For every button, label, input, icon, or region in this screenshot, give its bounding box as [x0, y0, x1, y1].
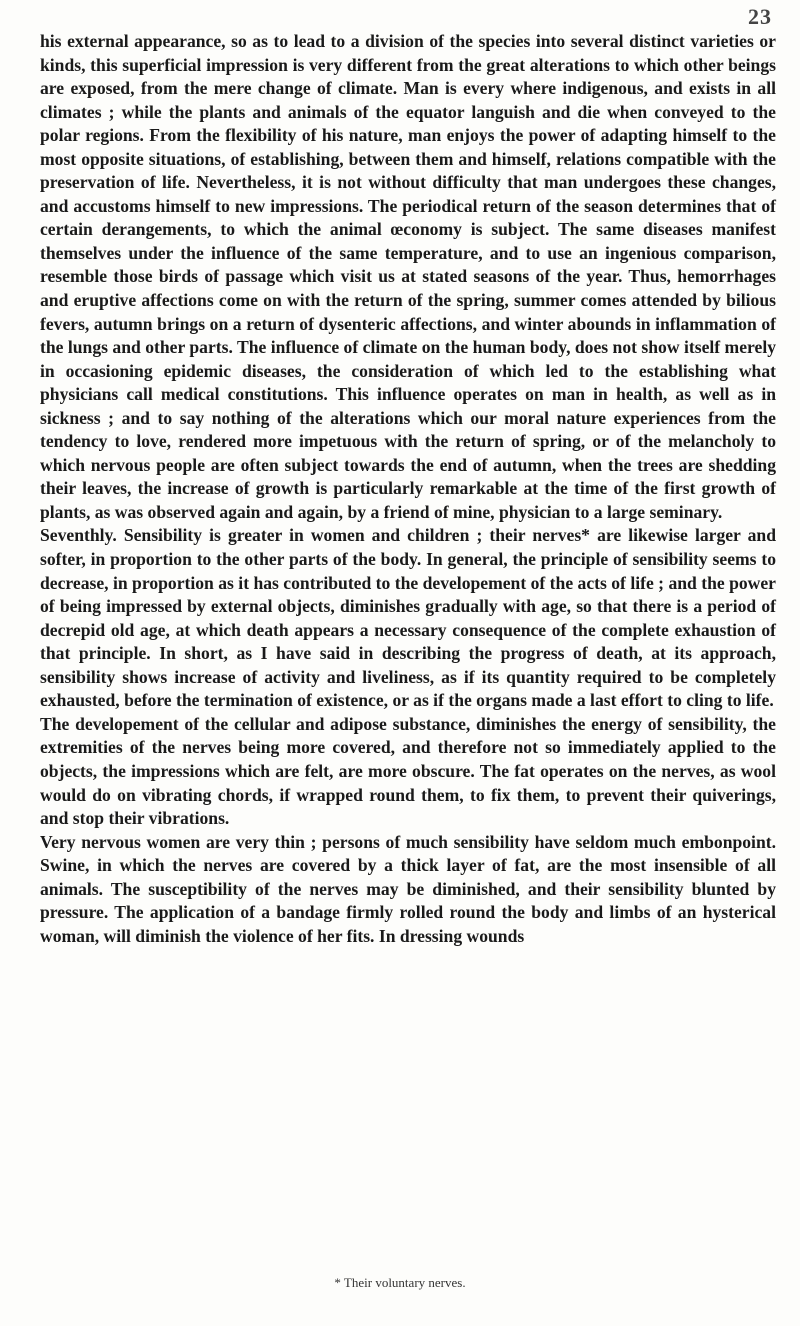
page-number: 23	[748, 4, 772, 29]
paragraph-seventhly: Seventhly. Sensibility is greater in women and children ; their nerves* are likewise larger and softer, in proportion to the other parts of the body. In general, the principle of sensibility seems to decrease, in proportion as it has contributed to the developement of the acts of life ; and the power of being impressed by external objects, diminishes gradually with age, so that there is a period of decrepid old age, at which death appears a necessary consequence of the complete exhaustion of that principle. In short, as I have said in describing the progress of death, at its approach, sensibility shows increase of activity and liveliness, as if its quantity required to be completely exhausted, before the termination of existence, or as if the organs made a last effort to cling to life.	[40, 525, 776, 711]
footnote: * Their voluntary nerves.	[334, 1275, 466, 1290]
page-body	[40, 30, 776, 948]
paragraph-nervous-women: Very nervous women are very thin ; persons of much sensibility have seldom much embonpoint. Swine, in which the nerves are covered by a thick layer of fat, are the most insensible of all animals. The susceptibility of the nerves may be diminished, and their sensibility blunted by pressure. The application of a bandage firmly rolled round the body and limbs of an hysterical woman, will diminish the violence of her fits. In dressing wounds	[40, 831, 776, 946]
paragraph-climate: his external appearance, so as to lead to a division of the species into several distinct varieties or kinds, this superficial impression is very different from the great alterations to which other beings are exposed, from the mere change of climate. Man is every where indigenous, and exists in all climates ; while the plants and animals of the equator languish and die when conveyed to the polar regions. From the flexibility of his nature, man enjoys the power of adapting himself to the most opposite situations, of establishing, between them and himself, relations compatible with the preservation of life. Nevertheless, it is not without difficulty that man undergoes these changes, and accustoms himself to new impressions. The periodical return of the season determines that of certain derangements, to which the animal œconomy is subject. The same diseases manifest themselves under the influence of the same temperature, and to use an ingenious comparison, resemble those birds of passage which visit us at stated seasons of the year. Thus, hemorrhages and eruptive affections come on with the return of the spring, summer comes attended by bilious fevers, autumn brings on a return of dysenteric affections, and winter abounds in inflammation of the lungs and other parts. The influence of climate on the human body, does not show itself merely in occasioning epidemic diseases, the consideration of which led to the establishing what physicians call medical constitutions. This influence operates on man in health, as well as in sickness ; and to say nothing of the alterations which our moral nature experiences from the tendency to love, rendered more impetuous with the return of spring, or of the melancholy to which nervous people are often subject towards the end of autumn, when the trees are shedding their leaves, the increase of growth is particularly remarkable at the time of the first growth of plants, as was observed again and again, by a friend of mine, physician to a large seminary.	[40, 31, 776, 522]
paragraph-adipose: The developement of the cellular and adipose substance, diminishes the energy of sensibility, the extremities of the nerves being more covered, and therefore not so immediately applied to the objects, the impressions which are felt, are more obscure. The fat operates on the nerves, as wool would do on vibrating chords, if wrapped round them, to fix them, to prevent their quiverings, and stop their vibrations.	[40, 713, 776, 829]
